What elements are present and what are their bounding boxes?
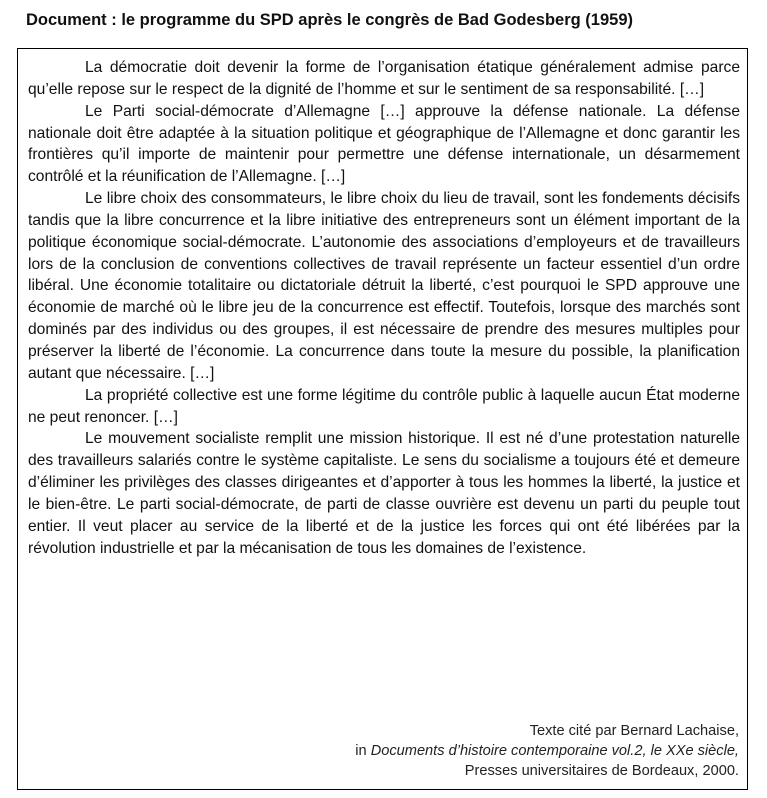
document-title: Document : le programme du SPD après le congrès de Bad Godesberg (1959) [26,11,633,29]
paragraph-democracy: La démocratie doit devenir la forme de l’organisation étatique généralement admise parce qu’elle repose sur le respect de la dignité de l’homme et sur le sentiment de sa responsabilité. […] [28,59,740,98]
paragraph-market-economy: Le libre choix des consommateurs, le libre choix du lieu de travail, sont les fondements décisifs tandis que la libre concurrence et la libre initiative des entrepreneurs sont un élément important de la politique économique social-démocrate. L’autonomie des associations d’employeurs et de travailleurs lors de la conclusion de conventions collectives de travail représente un facteur essentiel d’un ordre libéral. Une économie totalitaire ou dictatoriale détruit la liberté, c’est pourquoi le SPD approuve une économie de marché où le libre jeu de la concurrence est effectif. Toutefois, lorsque des marchés sont dominés par des individus ou des groupes, il est nécessaire de prendre des mesures multiples pour préserver la liberté de l’économie. La concurrence dans toute la mesure du possible, la planification autant que nécessaire. […] [28,190,740,382]
citation-publisher: Presses universitaires de Bordeaux, 2000. [464,763,739,779]
paragraph-socialist-movement: Le mouvement socialiste remplit une mission historique. Il est né d’une protestation naturelle des travailleurs salariés contre le système capitaliste. Le sens du socialisme a toujours été et demeure d’éliminer les privilèges des classes dirigeantes et d’apporter à tous les hommes la liberté, la justice et le bien-être. Le parti social-démocrate, de parti de classe ouvrière est devenu un parti du peuple tout entier. Il veut placer au service de la liberté et de la justice les forces qui ont été libérées par la révolution industrielle et par la mécanisation de tous les domaines de l’existence. [28,430,740,557]
citation-prefix: in [355,743,371,759]
source-citation [219,721,739,781]
citation-book-title: Documents d’histoire contemporaine vol.2, le XXe siècle, [370,743,739,759]
citation-author: Texte cité par Bernard Lachaise, [529,723,739,739]
citation-work [219,741,739,761]
paragraph-collective-property: La propriété collective est une forme légitime du contrôle public à laquelle aucun État moderne ne peut renoncer. […] [28,386,740,426]
paragraph-national-defense: Le Parti social-démocrate d’Allemagne […] approuve la défense nationale. La défense nationale doit être adaptée à la situation politique et géographique de l’Allemagne et donc garantir les frontières qu’il importe de maintenir pour permettre une défense internationale, un désarmement contrôlé et la réunification de l’Allemagne. […] [28,102,740,186]
document-frame [17,48,748,790]
document-body [28,57,740,559]
